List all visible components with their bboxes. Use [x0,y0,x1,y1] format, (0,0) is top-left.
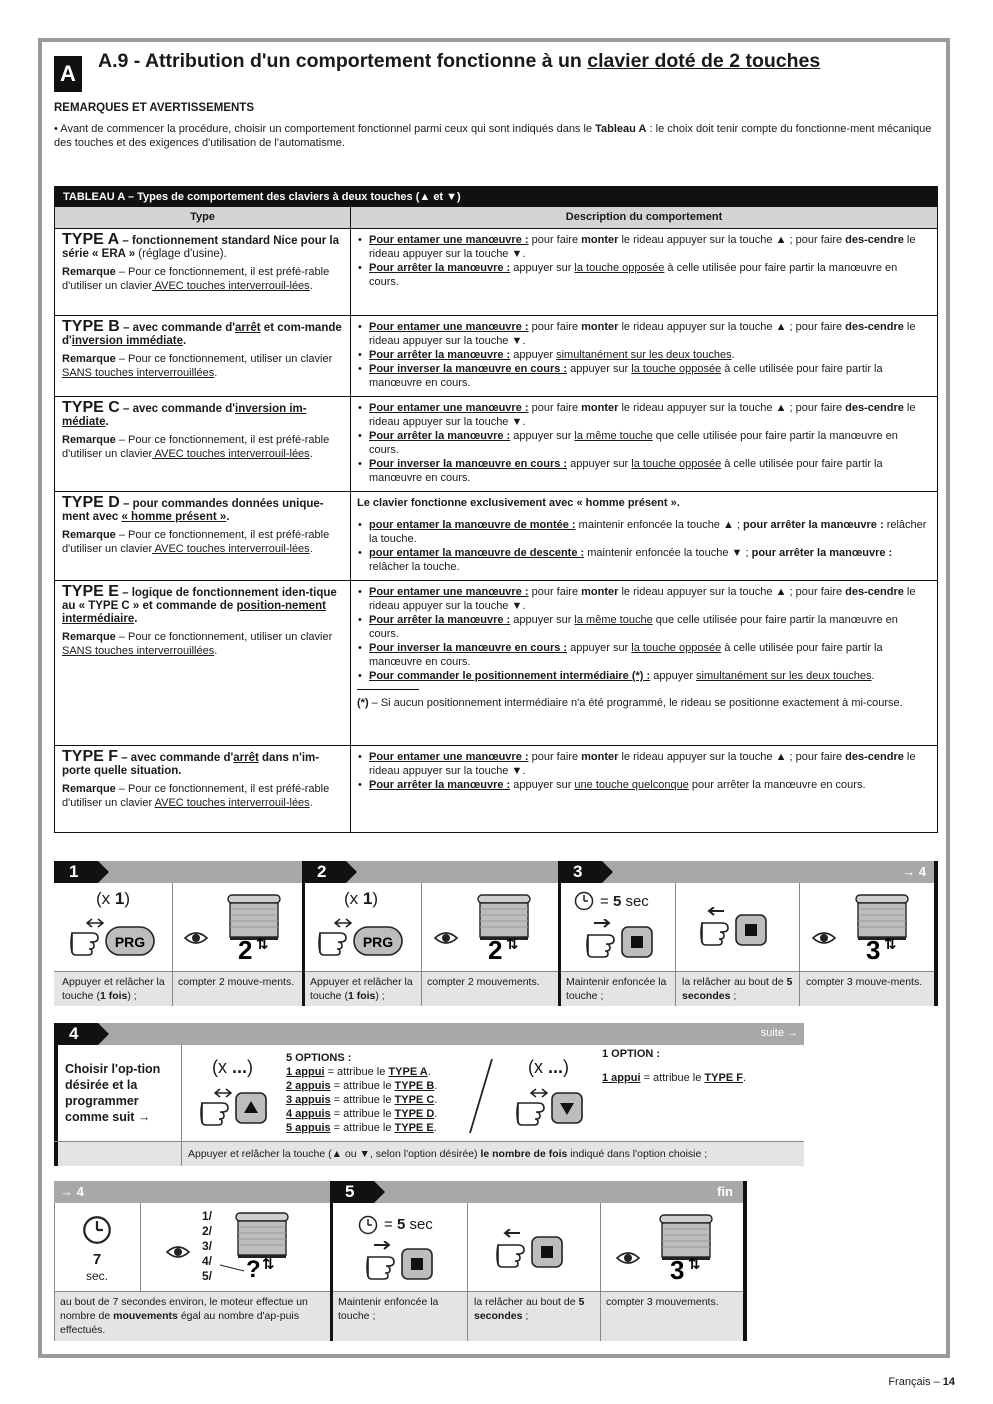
step-4-caption: Appuyer et relâcher la touche (▲ ou ▼, selon l'option désirée) le nombre de fois indiqué dans l'option choisie ; [188,1148,708,1160]
svg-text:⇅: ⇅ [884,935,897,953]
list-item: • Pour arrêter la manœuvre : appuyer sur la touche opposée à celle utilisée pour faire partir la manœuvre en cours. [357,261,927,289]
timer-5-label: = 5 sec [384,1216,433,1233]
slash-divider [466,1057,496,1135]
section-letter: A [54,56,82,92]
step-4-label: 4 [54,1023,98,1045]
next-step-label: → 4 [902,864,926,879]
remarks-text: • Avant de commencer la procédure, choisir un comportement fonctionnel parmi ceux qui sont indiqués dans le Tableau A : le choix doit tenir compte du fonctionne-ment mécanique des touches et des exigences d'utilisation de l'automatisme. [54,123,932,149]
step-2-caption: Appuyer et relâcher la touche (1 fois) ; [310,976,413,1002]
step-3b-caption: la relâcher au bout de 5 secondes ; [682,976,793,1002]
clock-icon [574,891,596,913]
step-5-label: 5 [330,1181,374,1203]
table-header [55,207,937,229]
continue-label: suite → [760,1027,798,1039]
press-count-dots: (x ...) [212,1057,254,1077]
step-2-label: 2 [302,861,346,883]
down-key-icon [510,1087,590,1133]
clock-icon [82,1215,114,1247]
step-5a-caption: au bout de 7 secondes environ, le moteur effectue un nombre de mouvements égal au nombre d'ap-puis effectués. [60,1296,308,1336]
svg-text:2: 2 [488,935,503,963]
one-option-item: 1 appui = attribue le TYPE F. [602,1072,746,1084]
end-label: fin [717,1184,733,1199]
svg-text:⇅: ⇅ [262,1255,275,1273]
shutter-count-icon [432,891,544,963]
prg-button-icon [316,917,406,963]
step-1-caption: Appuyer et relâcher la touche (1 fois) ; [62,976,165,1002]
list-item: • Pour entamer une manœuvre : pour faire monter le rideau appuyer sur la touche ▲ ; pour faire des-cendre le rideau appuyer sur la touche ▼. [357,320,927,348]
option-item: 3 appuis = attribue le TYPE C. [286,1094,438,1106]
svg-text:PRG: PRG [362,934,394,950]
prev-step-label: → 4 [60,1184,84,1199]
svg-text:3: 3 [670,1255,685,1283]
table-row-type-a: TYPE A – fonctionnement standard Nice pour la série « ERA » (réglage d'usine). Remarque – Pour ce fonctionnement, il est préfé-rable d'utiliser un clavier AVEC touches interverrouil-lées. • Pour entamer une manœuvre : pour faire monter le rideau appuyer sur la touche ▲ ; pour faire des-cendre le rideau appuyer sur la touche ▼. • Pour arrêter la manœuvre : appuyer sur la touche opposée à celle utilisée pour faire partir la manœuvre en cours. [55,229,937,316]
option-item: 1 appui = attribue le TYPE A. [286,1066,431,1078]
wait-seconds-value: 7 [92,1251,102,1268]
svg-text:PRG: PRG [114,934,146,950]
list-item: • Pour inverser la manœuvre en cours : appuyer sur la touche opposée à celle utilisée pour faire partir la manœuvre en cours. [357,362,927,390]
table-row-type-e: TYPE E – logique de fonctionnement iden-tique au « TYPE C » et commande de position-nement intermédiaire. Remarque – Pour ce fonctionnement, utiliser un clavier SANS touches interverrouillées. • Pour entamer une manœuvre : pour faire monter le rideau appuyer sur la touche ▲ ; pour faire des-cendre le rideau appuyer sur la touche ▼. • Pour arrêter la manœuvre : appuyer sur la même touche que celle utilisée pour faire partir la manœuvre en cours. • Pour inverser la manœuvre en cours : appuyer sur la touche opposée à celle utilisée pour faire partir la manœuvre en cours. • Pour commander le positionnement intermédiaire (*) : appuyer simultanément sur les deux touches. (*) – Si aucun positionnement intermédiaire n'a été programmé, le rideau se positionne exactement à mi-course. [55,581,937,746]
table-row-type-d: TYPE D – pour commandes données unique-ment avec « homme présent ». Remarque – Pour ce fonctionnement, il est préfé-rable d'utiliser un clavier AVEC touches interverrouil-lées. Le clavier fonctionne exclusivement avec « homme présent ». • pour entamer la manœuvre de montée : maintenir enfoncée la touche ▲ ; pour arrêter la manœuvre : relâcher la touche. • pour entamer la manœuvre de descente : maintenir enfoncée la touche ▼ ; pour arrêter la manœuvre : relâcher la touche. [55,492,937,581]
press-count-2: (x 1) [344,889,379,908]
table-caption: TABLEAU A – Types de comportement des claviers à deux touches (▲ et ▼) [55,187,937,207]
shutter-count-icon [614,1211,726,1283]
stop-button-icon [694,907,774,953]
list-item: • Pour arrêter la manœuvre : appuyer simultanément sur les deux touches. [357,348,927,362]
list-item: • Pour arrêter la manœuvre : appuyer sur la même touche que celle utilisée pour faire partir la manœuvre en cours. [357,429,927,457]
page-footer: Français – 14 [888,1376,955,1388]
five-options-list [286,1065,437,1135]
list-item: • Pour entamer une manœuvre : pour faire monter le rideau appuyer sur la touche ▲ ; pour faire des-cendre le rideau appuyer sur la touche ▼. [357,750,927,778]
step-1-label: 1 [54,861,98,883]
stop-button-icon [490,1229,570,1275]
count-list: 1/ 2/ 3/ 4/ 5/ [202,1209,213,1283]
up-key-icon [194,1087,274,1133]
step-5c-caption: la relâcher au bout de 5 secondes ; [474,1296,585,1322]
list-item: • Pour entamer une manœuvre : pour faire monter le rideau appuyer sur la touche ▲ ; pour faire des-cendre le rideau appuyer sur la touche ▼. [357,585,927,613]
option-item: 4 appuis = attribue le TYPE D. [286,1108,438,1120]
option-item: 5 appuis = attribue le TYPE E. [286,1122,437,1134]
stop-button-icon [580,919,660,965]
col-desc-header: Description du comportement [565,211,723,223]
stop-button-icon [360,1241,440,1287]
shutter-count-icon [164,1207,324,1287]
step-4 [54,1023,804,1166]
svg-text:⇅: ⇅ [506,935,519,953]
svg-text:⇅: ⇅ [688,1255,701,1273]
step-3-label: 3 [558,861,602,883]
clock-icon [358,1215,380,1237]
table-row-type-b: TYPE B – avec commande d'arrêt et com-mande d'inversion immédiate. Remarque – Pour ce fonctionnement, utiliser un clavier SANS touches interverrouillées. • Pour entamer une manœuvre : pour faire monter le rideau appuyer sur la touche ▲ ; pour faire des-cendre le rideau appuyer sur la touche ▼. • Pour arrêter la manœuvre : appuyer simultanément sur les deux touches. • Pour inverser la manœuvre en cours : appuyer sur la touche opposée à celle utilisée pour faire partir la manœuvre en cours. [55,316,937,397]
step-5d-caption: compter 3 mouvements. [606,1296,719,1308]
table-a [54,186,938,833]
option-item: 2 appuis = attribue le TYPE B. [286,1080,438,1092]
steps-1-3 [54,861,938,1006]
list-item: • Pour inverser la manœuvre en cours : appuyer sur la touche opposée à celle utilisée pour faire partir la manœuvre en cours. [357,641,927,669]
step-5b-caption: Maintenir enfoncée la touche ; [338,1296,439,1322]
list-item: • Pour inverser la manœuvre en cours : appuyer sur la touche opposée à celle utilisée pour faire partir la manœuvre en cours. [357,457,927,485]
prg-button-icon [68,917,158,963]
table-row-type-f: TYPE F – avec commande d'arrêt dans n'im-porte quelle situation. Remarque – Pour ce fonctionnement, il est préfé-rable d'utiliser un clavier AVEC touches interverrouil-lées. • Pour entamer une manœuvre : pour faire monter le rideau appuyer sur la touche ▲ ; pour faire des-cendre le rideau appuyer sur la touche ▼. • Pour arrêter la manœuvre : appuyer sur une touche quelconque pour arrêter la manœuvre en cours. [55,746,937,832]
svg-text:2: 2 [238,935,253,963]
svg-text:?: ? [246,1256,261,1283]
remarks-heading: REMARQUES ET AVERTISSEMENTS [54,102,254,114]
five-options-title: 5 OPTIONS : [286,1052,352,1064]
list-item: • Pour entamer une manœuvre : pour faire monter le rideau appuyer sur la touche ▲ ; pour faire des-cendre le rideau appuyer sur la touche ▼. [357,233,927,261]
svg-text:⇅: ⇅ [256,935,269,953]
choose-option-text: Choisir l'op-tion désirée et la programmer comme suit → [65,1062,161,1124]
step-3c-caption: compter 3 mouve-ments. [806,976,923,988]
list-item: • pour entamer la manœuvre de montée : maintenir enfoncée la touche ▲ ; pour arrêter la manœuvre : relâcher la touche. [357,518,927,546]
col-type-header: Type [55,207,351,228]
table-row-type-c: TYPE C – avec commande d'inversion im-médiate. Remarque – Pour ce fonctionnement, il est préfé-rable d'utiliser un clavier AVEC touches interverrouil-lées. • Pour entamer une manœuvre : pour faire monter le rideau appuyer sur la touche ▲ ; pour faire des-cendre le rideau appuyer sur la touche ▼. • Pour arrêter la manœuvre : appuyer sur la même touche que celle utilisée pour faire partir la manœuvre en cours. • Pour inverser la manœuvre en cours : appuyer sur la touche opposée à celle utilisée pour faire partir la manœuvre en cours. [55,397,937,492]
press-count-1: (x 1) [96,889,131,908]
list-item: • pour entamer la manœuvre de descente : maintenir enfoncée la touche ▼ ; pour arrêter la manœuvre : relâcher la touche. [357,546,927,574]
press-count-dots: (x ...) [528,1057,570,1077]
wait-seconds-unit: sec. [85,1269,108,1283]
list-item: • Pour arrêter la manœuvre : appuyer sur la même touche que celle utilisée pour faire partir la manœuvre en cours. [357,613,927,641]
step-5 [54,1181,747,1341]
step-1b-caption: compter 2 mouve-ments. [178,976,295,988]
timer-5-label: = 5 sec [600,893,649,910]
shutter-count-icon [810,891,922,963]
list-item: • Pour commander le positionnement intermédiaire (*) : appuyer simultanément sur les deux touches. [357,669,927,683]
list-item: • Pour entamer une manœuvre : pour faire monter le rideau appuyer sur la touche ▲ ; pour faire des-cendre le rideau appuyer sur la touche ▼. [357,401,927,429]
section-title: A.9 - Attribution d'un comportement fonctionne à un clavier doté de 2 touches [98,50,821,72]
note-divider [357,689,419,690]
one-option-title: 1 OPTION : [602,1048,661,1060]
svg-text:3: 3 [866,935,881,963]
step-2b-caption: compter 2 mouvements. [427,976,540,988]
shutter-count-icon [182,891,294,963]
note-text: (*) – Si aucun positionnement intermédiaire n'a été programmé, le rideau se positionne exactement à mi-course. [357,697,903,709]
list-item: • Pour arrêter la manœuvre : appuyer sur une touche quelconque pour arrêter la manœuvre en cours. [357,778,927,792]
step-3-caption: Maintenir enfoncée la touche ; [566,976,667,1002]
